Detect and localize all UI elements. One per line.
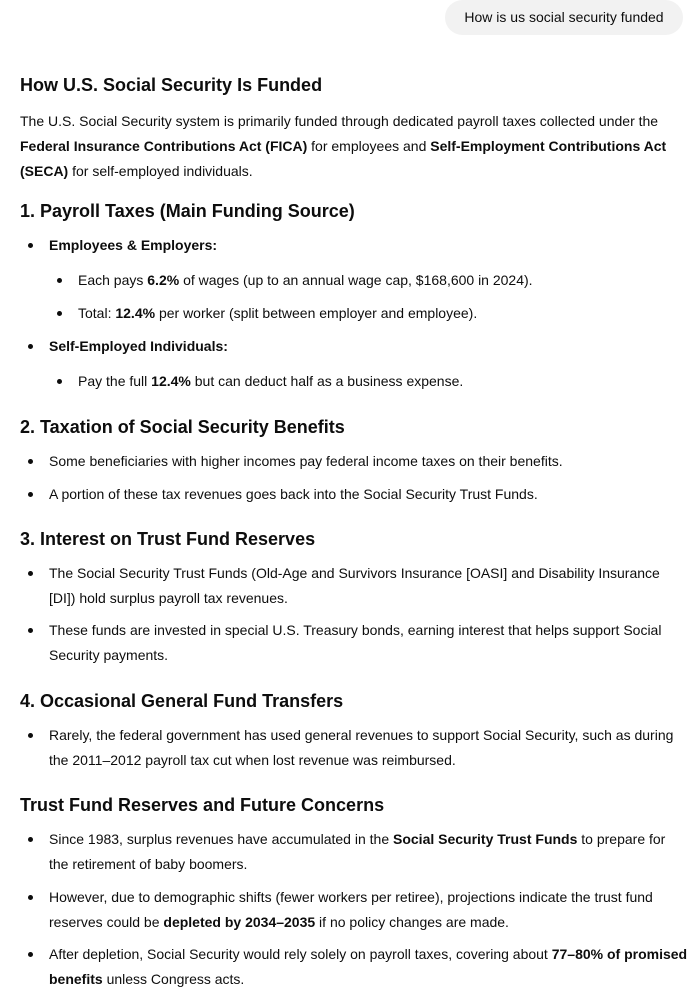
list-item: These funds are invested in special U.S. Treasury bonds, earning interest that helps support Social Security payments. — [49, 618, 688, 668]
section-heading-future-concerns: Trust Fund Reserves and Future Concerns — [20, 795, 385, 815]
list-item: Pay the full 12.4% but can deduct half as a business expense. — [78, 369, 688, 394]
list-item: After depletion, Social Security would rely solely on payroll taxes, covering about 77–80% of promised benefits unless Congress acts. — [49, 942, 688, 992]
list-item: Each pays 6.2% of wages (up to an annual wage cap, $168,600 in 2024). — [78, 268, 688, 293]
user-message-bubble: How is us social security funded — [445, 0, 683, 35]
list-item: Since 1983, surplus revenues have accumulated in the Social Security Trust Funds to prepare for the retirement of baby boomers. — [49, 827, 688, 877]
section-heading-interest: 3. Interest on Trust Fund Reserves — [20, 529, 316, 549]
list-item: Total: 12.4% per worker (split between employer and employee). — [78, 301, 688, 326]
intro-paragraph: The U.S. Social Security system is primarily funded through dedicated payroll taxes collected under the Federal Insurance Contributions Act (FICA) for employees and Self-Employment Contributions Act (SECA) for self-employed individuals. — [20, 113, 667, 179]
response-title: How U.S. Social Security Is Funded — [20, 75, 323, 95]
list-item: A portion of these tax revenues goes back into the Social Security Trust Funds. — [49, 482, 688, 507]
list-item: However, due to demographic shifts (fewer workers per retiree), projections indicate the trust fund reserves could be depleted by 2034–2035 if no policy changes are made. — [49, 885, 688, 935]
list-item: Self-Employed Individuals: — [49, 334, 688, 359]
section-heading-taxation: 2. Taxation of Social Security Benefits — [20, 417, 345, 437]
list-item: Rarely, the federal government has used general revenues to support Social Security, such as during the 2011–2012 payroll tax cut when lost revenue was reimbursed. — [49, 723, 688, 773]
list-item: Employees & Employers: — [49, 233, 688, 258]
section-heading-payroll-taxes: 1. Payroll Taxes (Main Funding Source) — [20, 201, 355, 221]
section-heading-general-fund: 4. Occasional General Fund Transfers — [20, 691, 344, 711]
list-item: The Social Security Trust Funds (Old-Age and Survivors Insurance [OASI] and Disability Insurance [DI]) hold surplus payroll tax revenues. — [49, 561, 688, 611]
list-item: Some beneficiaries with higher incomes pay federal income taxes on their benefits. — [49, 449, 688, 474]
